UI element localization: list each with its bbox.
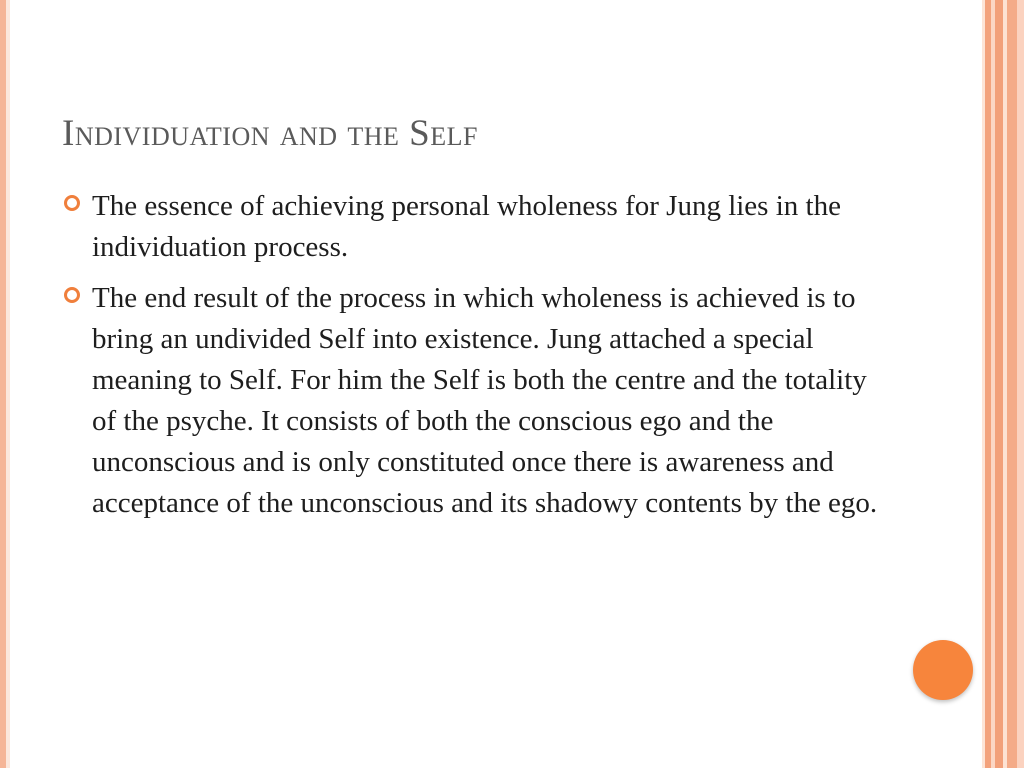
right-stripe [995, 0, 1003, 768]
bullet-item [62, 278, 882, 524]
bullet-text: The end result of the process in which wholeness is achieved is to bring an undivided Self into existence. Jung attached a special meaning to Self. For him the Self is both the centre and the totality of the psyche. It consists of both the conscious ego and the unconscious and is only constituted once there is awareness and acceptance of the unconscious and its shadowy contents by the ego. [92, 282, 878, 519]
orange-circle-icon [913, 640, 973, 700]
bullet-text: The essence of achieving personal wholeness for Jung lies in the individuation process. [92, 190, 841, 263]
bullet-item [62, 186, 882, 268]
bullet-list [62, 186, 882, 534]
slide-title: Individuation and the Self [62, 113, 478, 154]
ring-bullet-icon [64, 195, 80, 211]
left-border-inner-decoration [6, 0, 10, 768]
ring-bullet-icon [64, 287, 80, 303]
right-stripe [1007, 0, 1017, 768]
right-stripe [1017, 0, 1024, 768]
